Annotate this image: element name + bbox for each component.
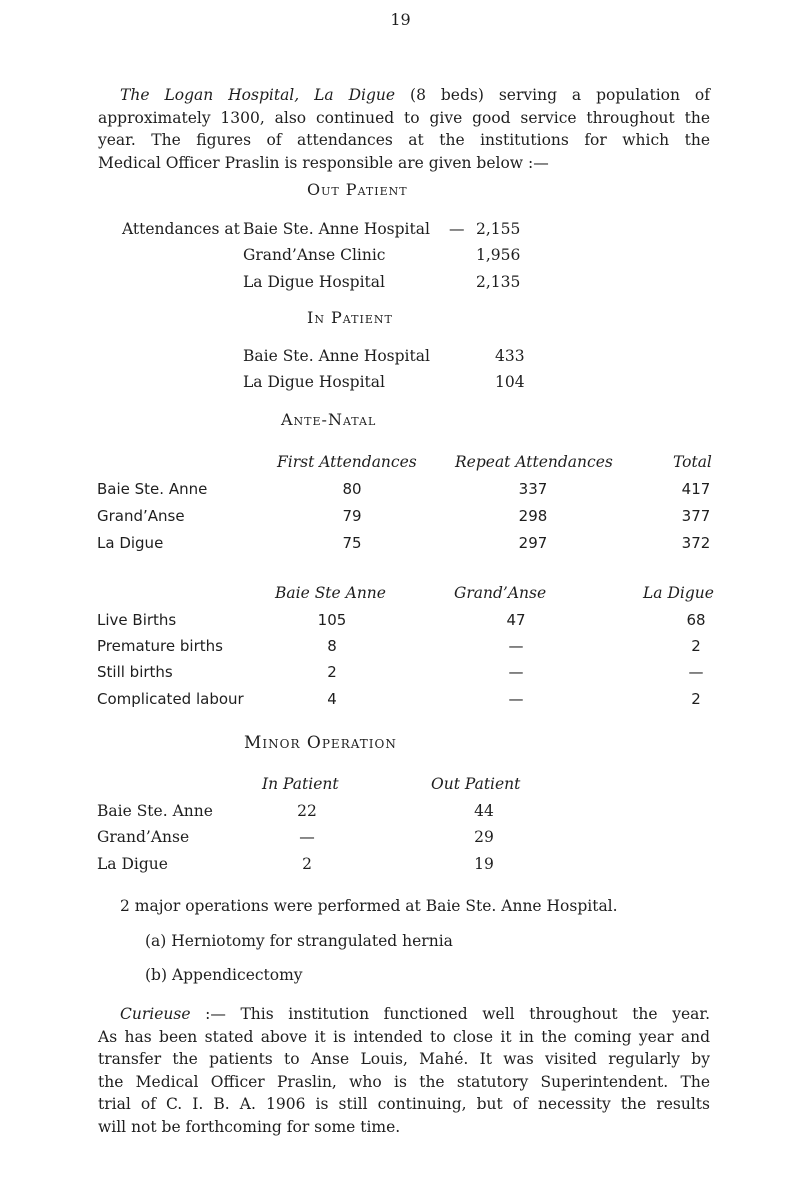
grand-value: — [508,690,524,708]
digue-value: — [688,663,704,681]
intro-line: approximately 1300, also continued to give good service throughout the [98,108,710,127]
in-value: 2 [302,855,312,873]
in-patient-heading: In Patient [307,308,393,327]
column-header: Grand’Anse [454,584,547,602]
out-patient-value: 1,956 [476,246,521,264]
major-operations-text: 2 major operations were performed at Baie Ste. Anne Hospital. [120,897,618,915]
baie-value: 2 [327,663,337,681]
baie-value: 105 [317,611,347,629]
intro-paragraph [98,84,710,174]
curieuse-dash: :— [190,1005,241,1023]
digue-value: 2 [691,637,701,655]
births-label: Complicated labour [97,690,244,708]
column-header: Total [673,453,712,471]
grand-value: — [508,663,524,681]
ante-natal-place: Grand’Anse [97,507,185,525]
baie-value: 4 [327,690,337,708]
repeat-value: 297 [518,534,548,552]
curieuse-line: the Medical Officer Praslin, who is the statutory Superintendent. The [98,1072,710,1091]
births-label: Still births [97,663,173,681]
in-value: 22 [297,802,317,820]
in-patient-value: 433 [495,347,525,365]
out-patient-place: La Digue Hospital [243,273,385,291]
intro-line: Medical Officer Praslin is responsible are given below :— [98,153,549,172]
out-patient-dash: — [449,220,465,238]
in-patient-place: Baie Ste. Anne Hospital [243,347,430,365]
column-header: Repeat Attendances [455,453,613,471]
curieuse-line: trial of C. I. B. A. 1906 is still continuing, but of necessity the results [98,1095,710,1113]
column-header: In Patient [262,775,339,793]
repeat-value: 298 [518,507,548,525]
total-value: 372 [681,534,711,552]
in-value: — [299,828,315,846]
intro-line: year. The figures of attendances at the institutions for which the [98,131,710,149]
ante-natal-place: La Digue [97,534,164,552]
minor-operation-heading: Minor Operation [244,733,397,753]
out-patient-value: 2,135 [476,273,521,291]
grand-value: 47 [506,611,526,629]
attendances-label: Attendances at [122,220,240,238]
column-header: First Attendances [277,453,417,471]
first-value: 80 [342,480,362,498]
ante-natal-place: Baie Ste. Anne [97,480,208,498]
major-item: (b) Appendicectomy [145,966,303,984]
minor-place: Grand’Anse [97,828,190,846]
repeat-value: 337 [518,480,548,498]
curieuse-text: This institution functioned well throughout the year. [240,1005,710,1023]
curieuse-lead: Curieuse [120,1005,191,1023]
minor-place: Baie Ste. Anne [97,802,213,820]
column-header: Out Patient [431,775,521,793]
ante-natal-heading: Ante-Natal [281,410,377,429]
out-value: 19 [474,855,494,873]
intro-line [98,84,710,107]
hospital-name: The Logan Hospital, La Digue [120,86,396,104]
curieuse-line: As has been stated above it is intended to close it in the coming year and [98,1027,710,1046]
first-value: 79 [342,507,362,525]
out-value: 29 [474,828,494,846]
out-patient-place: Grand’Anse Clinic [243,246,386,264]
in-patient-place: La Digue Hospital [243,373,385,391]
births-label: Premature births [97,637,223,655]
intro-text: (8 beds) serving a population of [395,86,710,104]
total-value: 377 [681,507,711,525]
out-patient-place: Baie Ste. Anne Hospital [243,220,430,238]
curieuse-line: will not be forthcoming for some time. [98,1117,401,1136]
out-patient-heading: Out Patient [307,180,408,199]
page-number: 19 [390,10,411,29]
curieuse-line: transfer the patients to Anse Louis, Mahé. It was visited regularly by [98,1050,710,1068]
column-header: Baie Ste Anne [275,584,386,602]
column-header: La Digue [643,584,714,602]
digue-value: 68 [686,611,706,629]
baie-value: 8 [327,637,337,655]
first-value: 75 [342,534,362,552]
curieuse-paragraph [98,1003,710,1138]
out-patient-value: 2,155 [476,220,521,238]
digue-value: 2 [691,690,701,708]
major-item: (a) Herniotomy for strangulated hernia [145,932,453,950]
in-patient-value: 104 [495,373,525,391]
total-value: 417 [681,480,711,498]
grand-value: — [508,637,524,655]
minor-place: La Digue [97,855,168,873]
out-value: 44 [474,802,494,820]
births-label: Live Births [97,611,177,629]
curieuse-line [98,1003,710,1026]
